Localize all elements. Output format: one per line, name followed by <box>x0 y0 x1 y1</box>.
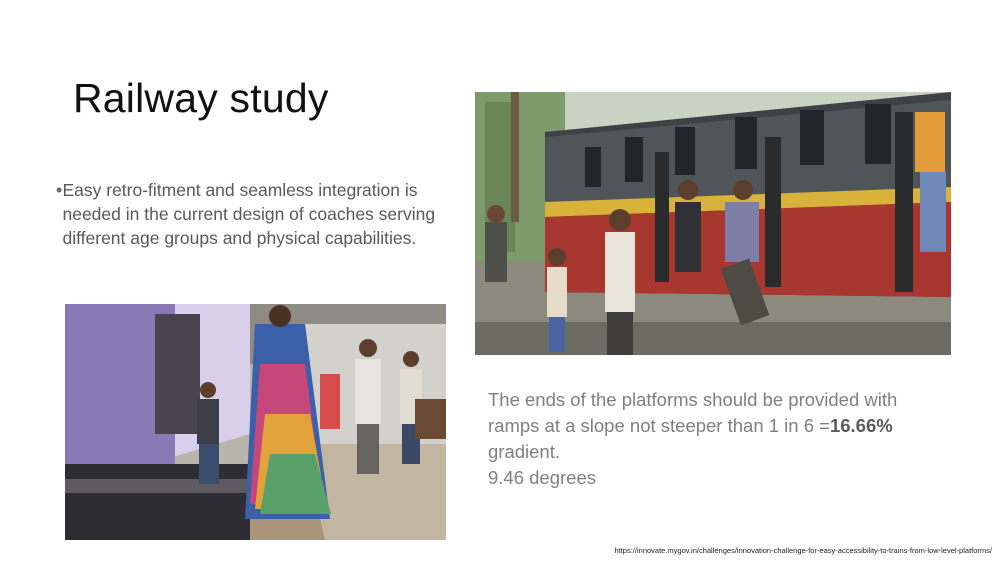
slide-title: Railway study <box>73 75 329 121</box>
bullet-list <box>56 178 456 250</box>
note-text: The ends of the platforms should be provided with ramps at a slope not steeper than 1 in 6 = <box>488 389 898 436</box>
train-boarding-photo <box>475 92 951 355</box>
bullet-marker: • <box>56 180 63 200</box>
platform-ramp-note <box>488 387 948 491</box>
note-degrees: 9.46 degrees <box>488 467 597 488</box>
bullet-item <box>56 178 456 250</box>
bullet-text: Easy retro-fitment and seamless integration is needed in the current design of coaches serving different age groups and physical capabilities. <box>62 180 436 248</box>
note-gradient: gradient. <box>488 441 560 462</box>
note-percentage: 16.66% <box>829 415 893 436</box>
platform-boarding-photo <box>65 304 446 540</box>
source-link[interactable]: https://innovate.mygov.in/challenges/innovation-challenge-for-easy-accessibility-to-trains-from-low-level-platforms/ <box>614 546 992 555</box>
